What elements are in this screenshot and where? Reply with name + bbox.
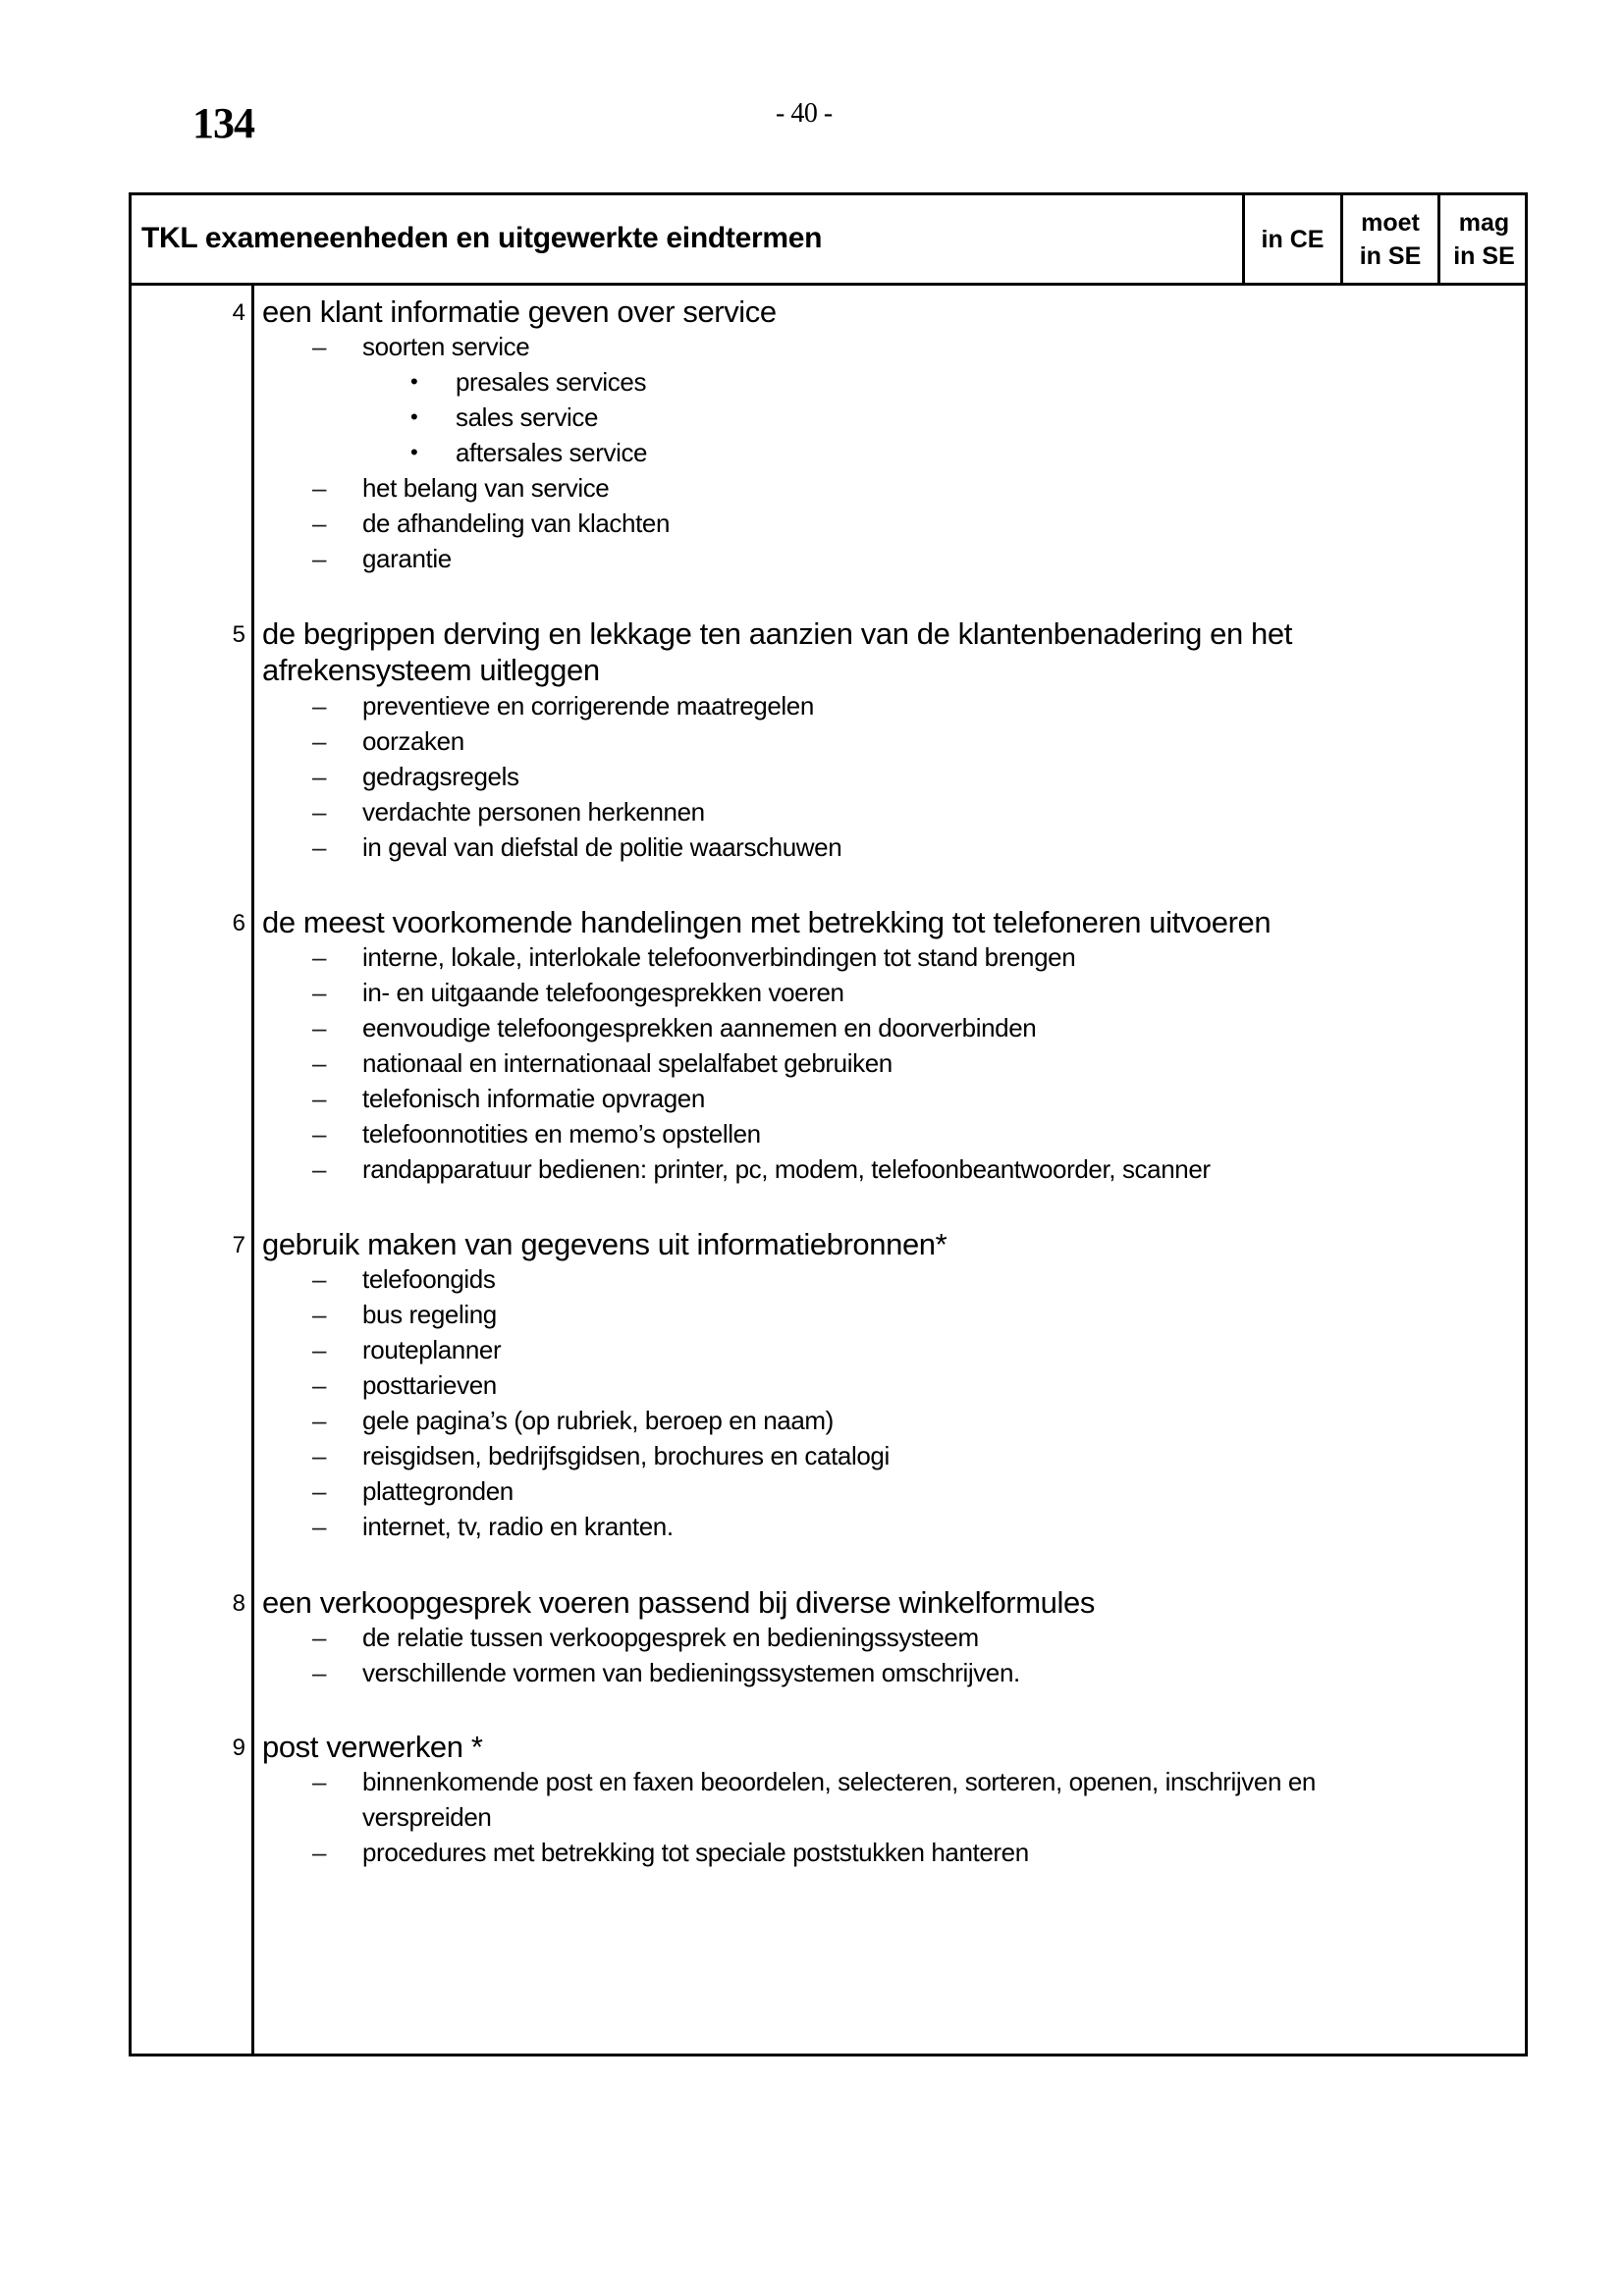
column-mag-in-se (1437, 195, 1528, 283)
dash-icon: – (312, 544, 327, 573)
column-moet-label-2: in SE (1359, 241, 1422, 270)
term-title: een klant informatie geven over service (262, 294, 777, 329)
dash-icon: – (312, 508, 327, 538)
dash-icon: – (312, 832, 327, 862)
dash-icon: – (312, 1767, 327, 1796)
dash-icon: – (312, 1119, 327, 1148)
table-title: TKL exameneenheden en uitgewerkte eindtermen (141, 222, 823, 254)
table-body: 4 een klant informatie geven over service – soorten service • presales services • sales service • aftersales service – het belang van service – de afhandeling van klachten – garantie 5 de begrippen derving en lekkage ten aanzien van de klantenbenadering en het afrekensysteem uitleggen – preventieve en corrigerende maatregelen – oorzaken – gedragsregels – verdachte personen herkennen – in geval van diefstal de politie waarschuwen 6 de meest voorkomende handelingen met betrekking tot telefoneren uitvoeren – interne, lokale, interlokale telefoonverbindingen tot stand brengen – in- en uitgaande telefoongesprekken voeren – eenvoudige telefoongesprekken aannemen en doorverbinden – nationaal en internationaal spelalfabet gebruiken – telefonisch informatie opvragen – telefoonnotities en memo’s opstellen – randapparatuur bedienen: printer, pc, modem, telefoonbeantwoorder, scanner 7 gebruik maken van gegevens uit informatiebronnen* – telefoongids – bus regeling – routeplanner – posttarieven – gele pagina’s (op rubriek, beroep en naam) – reisgidsen, bedrijfsgidsen, brochures en catalogi – plattegronden – internet, tv, radio en kranten. 8 een verkoopgesprek voeren passend bij diverse winkelformules – de relatie tussen verkoopgesprek en bedieningssysteem – verschillende vormen van bedieningssystemen omschrijven. 9 post verwerken * – binnenkomende post en faxen beoordelen, selecteren, sorteren, openen, inschrijven en verspreiden – procedures met betrekking tot speciale poststukken hanteren (132, 286, 1525, 2054)
term-number: 8 (232, 1590, 245, 1617)
dash-icon: – (312, 762, 327, 791)
dash-icon: – (312, 942, 327, 972)
dash-icon: – (312, 1623, 327, 1652)
dash-icon: – (312, 1370, 327, 1400)
dash-icon: – (312, 1476, 327, 1506)
term-title: de meest voorkomende handelingen met betrekking tot telefoneren uitvoeren (262, 905, 1272, 939)
term-title-line-1: de begrippen derving en lekkage ten aanzien van de klantenbenadering en het (262, 616, 1292, 651)
dash-icon: – (312, 797, 327, 827)
column-moet-in-se (1340, 195, 1437, 283)
page-number: 134 (192, 99, 254, 147)
term-number: 4 (232, 299, 245, 326)
term-title-line-2: afrekensysteem uitleggen (262, 653, 600, 687)
dash-icon: – (312, 978, 327, 1007)
column-in-ce (1242, 195, 1340, 283)
dash-icon: – (312, 691, 327, 721)
dash-icon: – (312, 726, 327, 756)
eindtermen-table (129, 192, 1528, 2056)
column-mag-label-1: mag (1458, 208, 1510, 237)
dash-icon: – (312, 1658, 327, 1687)
term-number: 7 (232, 1232, 245, 1258)
dash-icon: – (312, 1264, 327, 1294)
dash-icon: – (312, 473, 327, 503)
dash-icon: – (312, 1154, 327, 1184)
dash-icon: – (312, 1406, 327, 1435)
column-moet-label-1: moet (1361, 208, 1420, 237)
term-number: 9 (232, 1735, 245, 1761)
dash-icon: – (312, 1048, 327, 1078)
dash-icon: – (312, 1512, 327, 1541)
dash-icon: – (312, 1300, 327, 1329)
dash-icon: – (312, 1838, 327, 1867)
dash-icon: – (312, 1335, 327, 1364)
term-number: 6 (232, 910, 245, 936)
dash-icon: – (312, 1013, 327, 1042)
bullet-icon: • (410, 404, 418, 429)
term-title: een verkoopgesprek voeren passend bij diverse winkelformules (262, 1585, 1095, 1620)
bullet-icon: • (410, 369, 418, 394)
term-title: post verwerken * (262, 1730, 483, 1764)
page-center-number: - 40 - (776, 98, 833, 129)
dash-icon: – (312, 1084, 327, 1113)
column-in-ce-label: in CE (1261, 225, 1325, 253)
dash-icon: – (312, 332, 327, 361)
term-number: 5 (232, 621, 245, 648)
term-title: gebruik maken van gegevens uit informatiebronnen* (262, 1227, 947, 1261)
table-header (132, 195, 1525, 286)
bullet-icon: • (410, 440, 418, 464)
column-mag-label-2: in SE (1453, 241, 1515, 270)
dash-icon: – (312, 1441, 327, 1470)
